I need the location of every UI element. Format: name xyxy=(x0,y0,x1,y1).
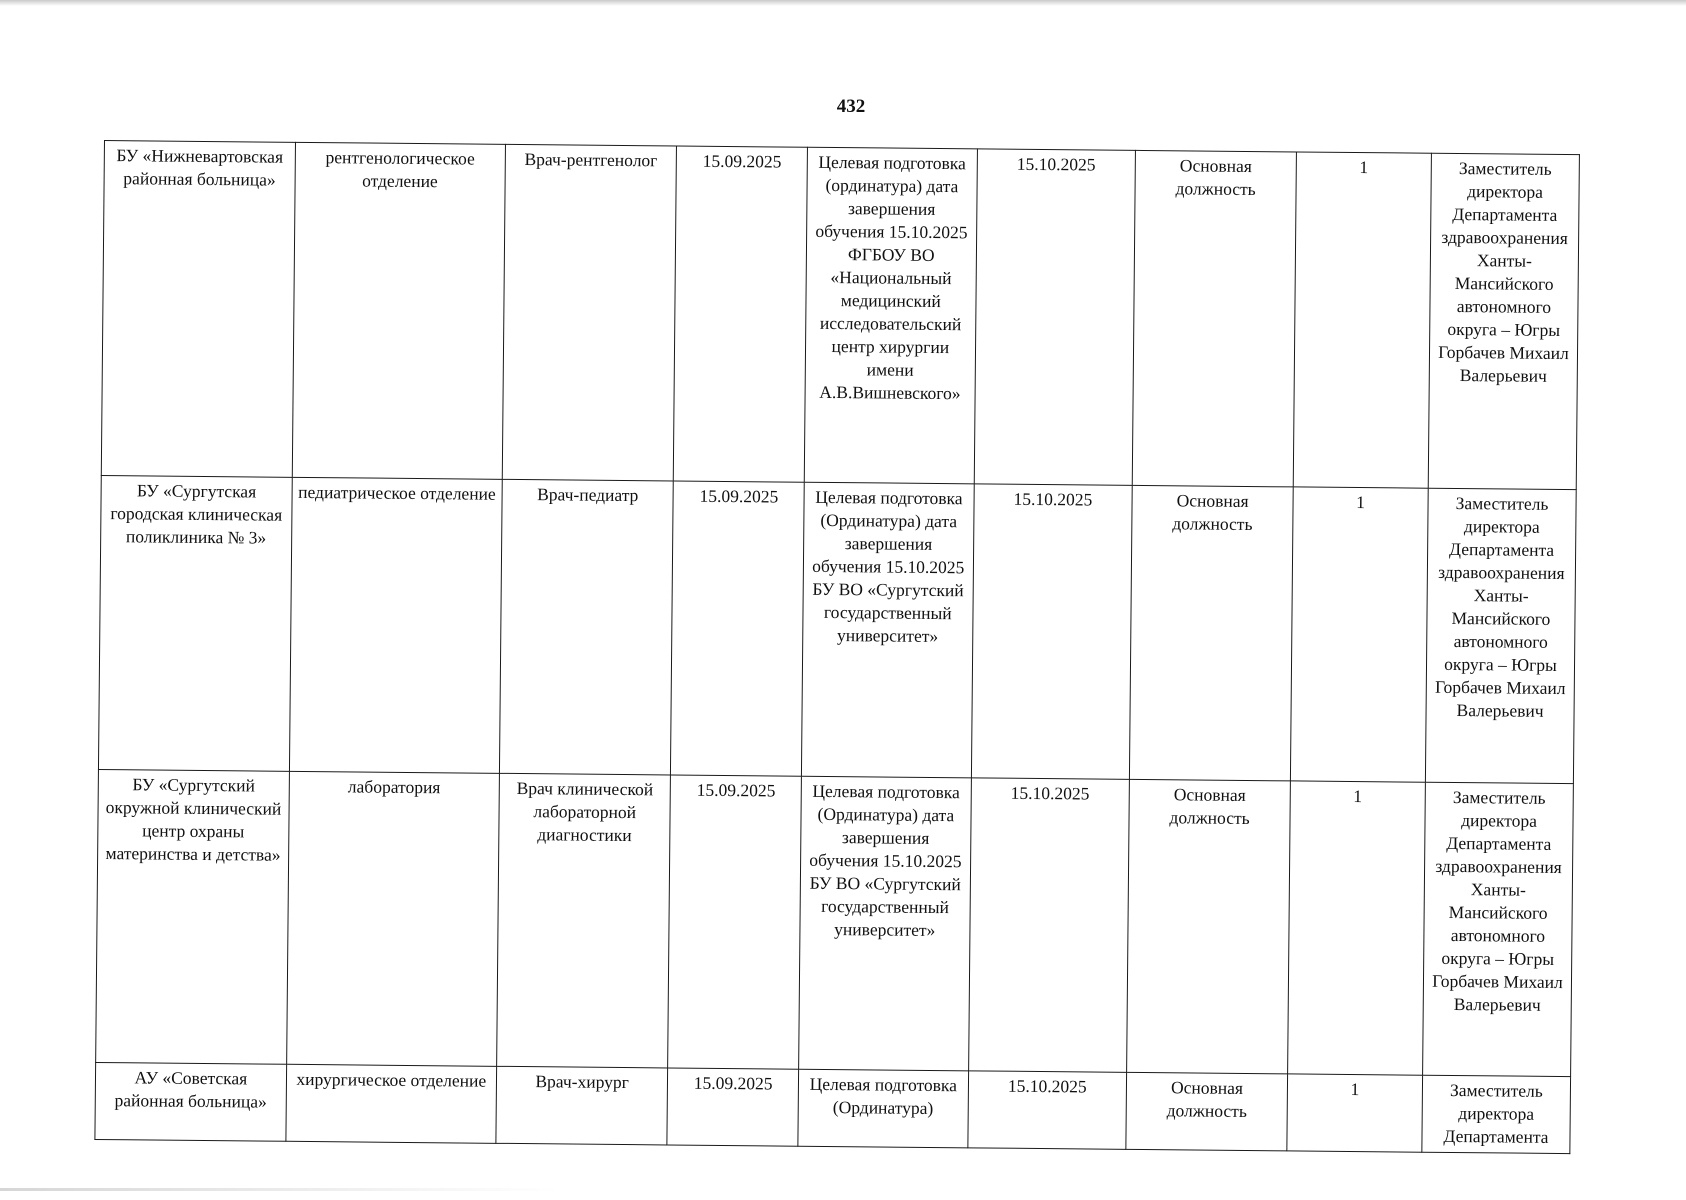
start-date-text: 15.09.2025 xyxy=(696,779,776,801)
job-type-cell xyxy=(1127,779,1291,1074)
table-row xyxy=(98,476,1576,784)
training-text: Целевая подготовка (ординатура) дата завершения обучения 15.10.2025 ФГБОУ ВО «Национальный медицинский исследовательский центр хирургии имени А.В.Вишневского» xyxy=(815,151,968,404)
position-cell xyxy=(502,144,677,481)
job-type-text: Основная должность xyxy=(1172,490,1253,535)
table-row xyxy=(96,769,1574,1077)
position-cell xyxy=(499,480,673,775)
official-text: Заместитель директора Департамента здравоохранения Ханты-Мансийского автономного округа – Югры Горбачев Михаил Валерьевич xyxy=(1438,158,1569,386)
official-cell xyxy=(1423,782,1574,1077)
organization-cell xyxy=(101,141,295,478)
organization-text: АУ «Советская районная больница» xyxy=(114,1067,267,1113)
department-text: рентгенологическое отделение xyxy=(325,147,475,192)
count-cell xyxy=(1288,781,1426,1076)
position-cell xyxy=(497,773,671,1068)
department-text: педиатрическое отделение xyxy=(298,482,496,505)
department-cell xyxy=(289,478,502,774)
scan-edge-top xyxy=(0,0,1686,6)
count-cell xyxy=(1287,1074,1423,1152)
job-type-cell xyxy=(1130,486,1294,781)
training-text: Целевая подготовка (Ординатура) дата завершения обучения 15.10.2025 БУ ВО «Сургутский государственный университет» xyxy=(809,780,962,940)
department-text: хирургическое отделение xyxy=(296,1069,487,1092)
count-cell xyxy=(1290,487,1428,782)
department-text: лаборатория xyxy=(347,776,441,798)
scan-edge-bottom xyxy=(0,1188,560,1191)
end-date-cell xyxy=(967,1071,1126,1149)
start-date-cell xyxy=(668,775,802,1070)
count-text: 1 xyxy=(1359,157,1369,178)
job-type-text: Основная должность xyxy=(1169,784,1250,828)
position-text: Врач-хирург xyxy=(535,1071,629,1093)
training-text: Целевая подготовка (Ординатура) дата завершения обучения 15.10.2025 БУ ВО «Сургутский государственный университет» xyxy=(812,487,965,647)
count-text: 1 xyxy=(1356,492,1366,513)
training-text: Целевая подготовка (Ординатура) xyxy=(809,1074,958,1119)
job-type-cell xyxy=(1126,1073,1288,1151)
organization-text: БУ «Нижневартовская районная больница» xyxy=(116,145,284,190)
start-date-text: 15.09.2025 xyxy=(699,486,779,507)
training-cell xyxy=(802,483,974,778)
position-cell xyxy=(496,1067,668,1145)
end-date-cell xyxy=(971,484,1132,779)
table-row xyxy=(95,1063,1571,1154)
position-text: Врач клинической лабораторной диагностики xyxy=(516,777,654,846)
page-number: 432 xyxy=(836,96,866,117)
start-date-text: 15.09.2025 xyxy=(702,150,782,172)
count-text: 1 xyxy=(1350,1079,1360,1100)
end-date-text: 15.10.2025 xyxy=(1007,1076,1087,1097)
start-date-cell xyxy=(671,481,805,776)
organization-text: БУ «Сургутская городская клиническая поликлиника № 3» xyxy=(110,480,283,549)
position-text: Врач-педиатр xyxy=(537,484,639,506)
end-date-text: 15.10.2025 xyxy=(1013,489,1093,510)
start-date-cell xyxy=(667,1068,798,1146)
training-cell xyxy=(804,147,977,484)
job-type-cell xyxy=(1132,150,1296,487)
organization-cell xyxy=(95,1063,287,1141)
training-cell xyxy=(798,1070,968,1148)
training-cell xyxy=(799,776,971,1071)
end-date-cell xyxy=(968,778,1129,1073)
organization-cell xyxy=(96,769,290,1064)
job-type-text: Основная должность xyxy=(1175,155,1256,200)
official-text: Заместитель директора Департамента здравоохранения Ханты-Мансийского автономного округа – Югры Горбачев Михаил Валерьевич xyxy=(1432,786,1563,1015)
job-type-text: Основная должность xyxy=(1166,1077,1247,1122)
end-date-text: 15.10.2025 xyxy=(1010,782,1090,804)
vacancy-table xyxy=(94,140,1580,1154)
start-date-cell xyxy=(674,146,808,483)
official-cell xyxy=(1422,1076,1571,1154)
official-text: Заместитель директора Департамента здравоохранения Ханты-Мансийского автономного округа – Югры Горбачев Михаил Валерьевич xyxy=(1434,493,1566,722)
count-cell xyxy=(1293,152,1431,489)
position-text: Врач-рентгенолог xyxy=(524,149,658,171)
official-cell xyxy=(1425,489,1576,784)
department-cell xyxy=(286,1065,497,1144)
official-text: Заместитель директора Департамента xyxy=(1443,1080,1549,1148)
end-date-text: 15.10.2025 xyxy=(1016,153,1096,175)
organization-cell xyxy=(98,476,292,771)
organization-text: БУ «Сургутский окружной клинический центр охраны материнства и детства» xyxy=(105,774,282,865)
table-row xyxy=(101,141,1579,491)
department-cell xyxy=(286,771,499,1067)
count-text: 1 xyxy=(1353,785,1363,807)
start-date-text: 15.09.2025 xyxy=(693,1073,773,1094)
official-cell xyxy=(1428,153,1579,490)
end-date-cell xyxy=(974,149,1136,486)
department-cell xyxy=(292,142,505,479)
